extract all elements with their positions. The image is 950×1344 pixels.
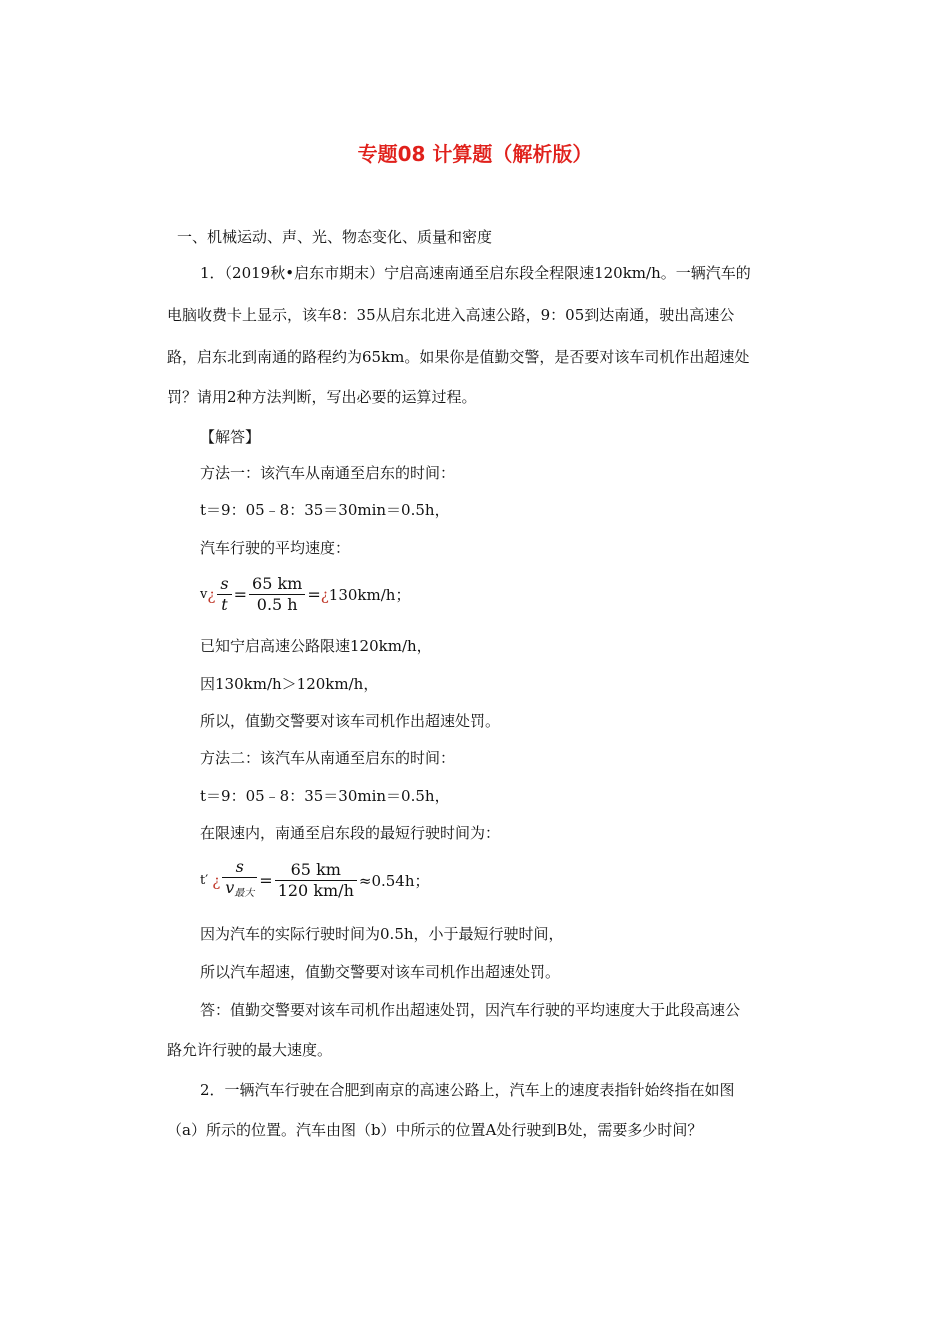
q1-line-4: 罚？请用2种方法判断，写出必要的运算过程。 [167, 388, 477, 406]
q2-line-1: 2．一辆汽车行驶在合肥到南京的高速公路上，汽车上的速度表指针始终指在如图 [200, 1081, 735, 1099]
q1-line-2: 电脑收费卡上显示，该车8：35从启东北进入高速公路，9：05到达南通，驶出高速公 [167, 306, 735, 324]
v-symbol: v [225, 878, 235, 897]
formula-result: 130km/h； [328, 586, 411, 604]
section-heading: 一、机械运动、声、光、物态变化、质量和密度 [177, 228, 493, 246]
method1-time: t＝9：05﹣8：35＝30min＝0.5h， [200, 501, 450, 519]
formula-lhs: v [200, 587, 208, 602]
method1-compare: 因130km/h＞120km/h， [200, 675, 379, 693]
method1-conclusion: 所以，值勤交警要对该车司机作出超速处罚。 [200, 712, 501, 730]
formula-glyph: ¿ [212, 871, 221, 890]
fraction-denominator: 0.5 h [256, 595, 298, 614]
equals-sign: = [307, 585, 321, 604]
fraction-numerator: 65 km [249, 574, 305, 595]
formula-glyph: ¿ [207, 585, 216, 604]
method2-reason: 因为汽车的实际行驶时间为0.5h，小于最短行驶时间， [200, 925, 564, 943]
fraction-numerator: s [217, 574, 231, 595]
fraction-denominator [222, 878, 257, 904]
method1-speed-label: 汽车行驶的平均速度： [200, 539, 351, 557]
answer-label: 【解答】 [200, 428, 261, 446]
method2-time: t＝9：05﹣8：35＝30min＝0.5h， [200, 787, 450, 805]
formula-glyph: ¿ [320, 585, 329, 604]
method2-min-time-label: 在限速内，南通至启东段的最短行驶时间为： [200, 824, 501, 842]
equals-sign: = [233, 585, 248, 604]
method2-conclusion: 所以汽车超速，值勤交警要对该车司机作出超速处罚。 [200, 963, 561, 981]
fraction-denominator: t [221, 595, 228, 614]
q1-line-3: 路，启东北到南通的路程约为65km。如果你是值勤交警，是否要对该车司机作出超速处 [167, 348, 750, 366]
method2-time-formula [200, 857, 430, 904]
fraction-s-over-t [217, 574, 231, 615]
formula-lhs: t′ [200, 873, 209, 888]
fraction-denominator: 120 km/h [277, 881, 354, 900]
fraction-distance-over-speed [275, 860, 357, 901]
page-title: 专题08 计算题（解析版） [357, 142, 593, 166]
equals-sign: = [259, 871, 273, 890]
fraction-s-over-vmax [222, 857, 257, 904]
q2-line-2: （a）所示的位置。汽车由图（b）中所示的位置A处行驶到B处，需要多少时间？ [167, 1121, 703, 1139]
method1-limit: 已知宁启高速公路限速120km/h， [200, 637, 432, 655]
final-answer-line-1: 答：值勤交警要对该车司机作出超速处罚，因汽车行驶的平均速度大于此段高速公 [200, 1001, 741, 1019]
method1-heading: 方法一：该汽车从南通至启东的时间： [200, 464, 456, 482]
final-answer-line-2: 路允许行驶的最大速度。 [167, 1041, 333, 1059]
fraction-numerator: s [222, 857, 257, 878]
method1-speed-formula [200, 574, 410, 615]
subscript-max: 最大 [234, 888, 255, 899]
method2-heading: 方法二：该汽车从南通至启东的时间： [200, 749, 456, 767]
fraction-numerator: 65 km [275, 860, 357, 881]
fraction-distance-over-time [249, 574, 305, 615]
formula-approx-result: ≈0.54h； [358, 872, 430, 890]
q1-line-1: 1．（2019秋•启东市期末）宁启高速南通至启东段全程限速120km/h。一辆汽车的 [200, 264, 751, 282]
